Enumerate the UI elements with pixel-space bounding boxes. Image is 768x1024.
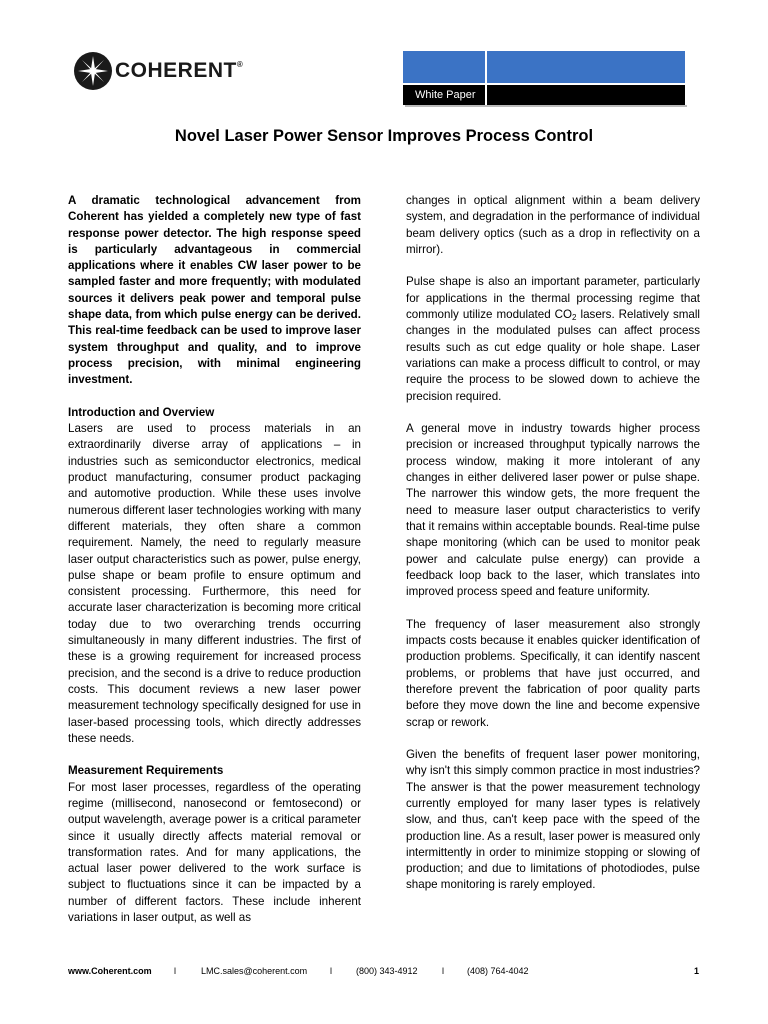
paragraph-measurement-frequency: The frequency of laser measurement also strongly impacts costs because it enables quicker identification of production problems. Specifically, it can identify nascent problems, or problems that have just occurred, and therefore prevent the fabrication of poor quality parts before they move down the line and become expensive scrap or rework. <box>406 617 700 729</box>
footer-website-link[interactable]: www.Coherent.com <box>68 966 152 976</box>
coherent-logo <box>74 51 243 91</box>
doc-type-label: White Paper <box>403 85 485 105</box>
header-banner <box>403 51 685 105</box>
footer-email-link[interactable]: LMC.sales@coherent.com <box>201 966 308 976</box>
header-black-block <box>487 85 685 105</box>
footer-phone-2: (408) 764-4042 <box>467 966 529 976</box>
page-number: 1 <box>694 966 700 976</box>
starburst-logo-icon <box>74 52 112 90</box>
section-heading-introduction: Introduction and Overview <box>68 405 215 419</box>
section-body-measurement: For most laser processes, regardless of the operating regime (millisecond, nanosecond or femtosecond) or output wavelength, average power is a critical parameter since it usually directly affects material removal or transformation rates. And for many applications, the actual laser power delivered to the work surface is subject to fluctuations since it can be impacted by a number of different factors. These include inherent variations in laser output, as well as <box>68 780 361 925</box>
page-title: Novel Laser Power Sensor Improves Process Control <box>174 127 594 145</box>
co2-subscript: 2 <box>572 313 577 323</box>
header-blue-block-left <box>403 51 485 83</box>
logo-wordmark <box>115 59 243 83</box>
paragraph-monitoring-benefits: Given the benefits of frequent laser power monitoring, why isn't this simply common practice in most industries? The answer is that the power measurement technology currently employed for many laser types is relatively slow, and thus, can't keep pace with the speed of the production line. As a result, laser power is measured only intermittently in order to minimize stopping or slowing of production; and due to limitations of photodiodes, pulse shape monitoring is rarely employed. <box>406 748 700 892</box>
section-heading-measurement: Measurement Requirements <box>68 764 224 778</box>
intro-abstract: A dramatic technological advancement from Coherent has yielded a completely new type of fast response power detector. The high response speed is particularly advantageous in commercial applications where it enables CW laser power to be sampled faster and more frequently; with modulated sources it delivers peak power and temporal pulse shape data, from which pulse energy can be derived. This real-time feedback can be used to improve laser system throughput and quality, and to improve process precision, with minimal engineering investment. <box>68 194 361 387</box>
paragraph-optical-alignment: changes in optical alignment within a beam delivery system, and degradation in the performance of individual beam delivery optics (such as a drop in reflectivity on a mirror). <box>406 194 700 256</box>
logo-text: COHERENT <box>115 59 237 82</box>
header-banner-shadow <box>405 105 687 107</box>
paragraph-pulse-shape <box>406 274 700 404</box>
logo-registered-mark: ® <box>236 60 244 69</box>
footer-separator: l <box>330 966 332 976</box>
right-column <box>406 193 700 910</box>
footer-separator: l <box>174 966 176 976</box>
footer-separator: l <box>442 966 444 976</box>
paragraph-process-window: A general move in industry towards higher process precision or increased throughput typically narrows the process window, making it more intolerant of any changes in either delivered laser power or pulse shape. The narrower this window gets, the more frequent the need to measure laser output characteristics to verify that it remains within acceptable bounds. Real-time pulse shape monitoring (which can be used to monitor peak power and calculate pulse energy) can provide a feedback loop back to the laser, which translates into improved process speed and feature uniformity. <box>406 422 700 599</box>
pulse-shape-text-end: lasers. Relatively small changes in the modulated pulses can affect process results such as cut edge quality or hole shape. Laser variations can make a process difficult to control, or may require the process to be slowed down to achieve the precision required. <box>406 308 700 403</box>
left-column <box>68 193 361 943</box>
page-footer <box>68 966 700 980</box>
footer-phone-1: (800) 343-4912 <box>356 966 418 976</box>
header-blue-block-right <box>487 51 685 83</box>
pulse-shape-text-start: Pulse shape is also an important parameter, particularly for applications in the thermal processing regime that commonly utilize modulated CO <box>406 275 700 322</box>
section-body-introduction: Lasers are used to process materials in an extraordinarily diverse array of applications – in industries such as semiconductor electronics, medical product manufacturing, consumer product packaging and automotive production. While these uses involve numerous different laser technologies working with many different materials, they often share a common requirement. Namely, the need to regularly measure laser output characteristics such as power, pulse energy, pulse shape or beam profile to ensure optimum and consistent processing. Furthermore, this need for accurate laser characterization is becoming more critical today due to two overarching trends occurring simultaneously in many different industries. The first of these is a growing requirement for increased process precision, and the second is a drive to reduce production costs. This document reviews a new laser power measurement technology specifically designed for use in laser-based processing tools, which directly addresses these needs. <box>68 422 361 745</box>
